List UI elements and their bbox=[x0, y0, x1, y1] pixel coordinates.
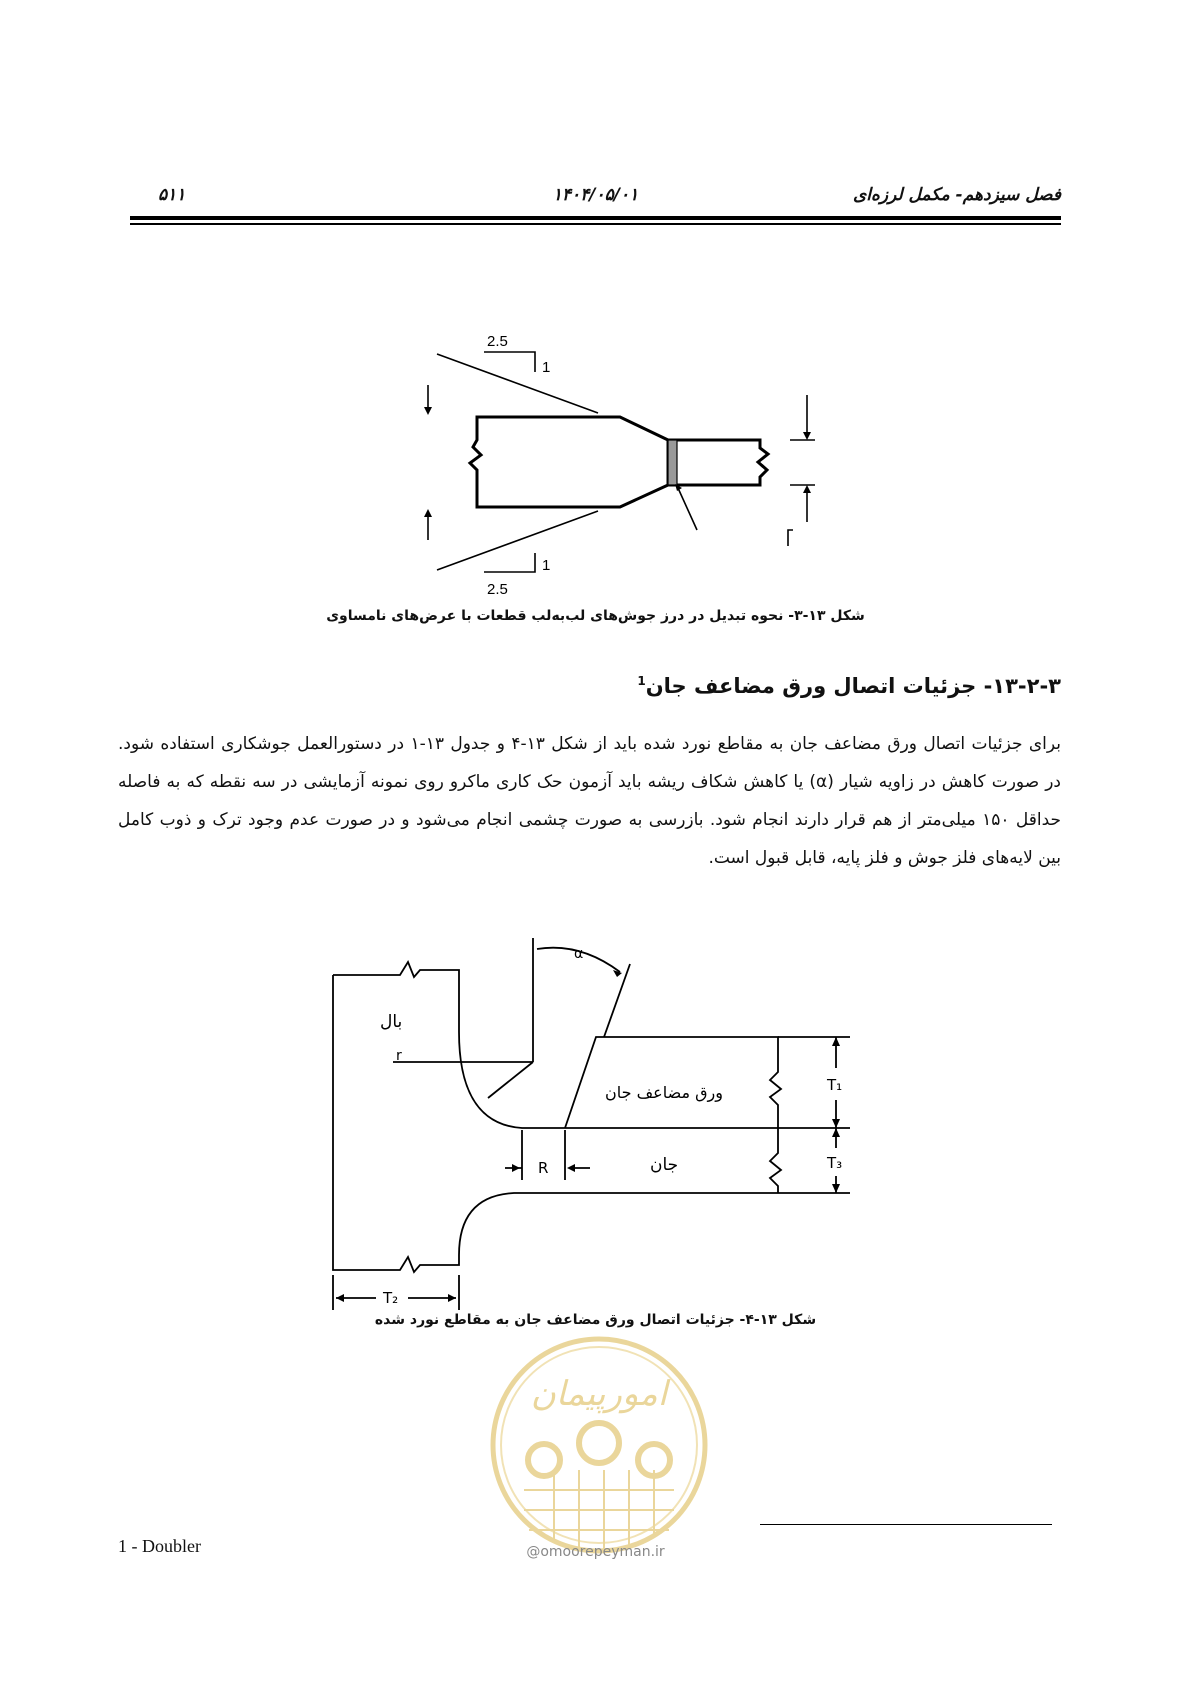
T1-label: T₁ bbox=[827, 1076, 843, 1094]
r-label: r bbox=[396, 1048, 402, 1064]
page-number: ۵۱۱ bbox=[158, 185, 186, 205]
watermark-logo-text: امورپیمان bbox=[530, 1374, 668, 1414]
header-rule-thick bbox=[130, 216, 1061, 220]
chapter-title: فصل سیزدهم- مکمل لرزه‌ای bbox=[852, 185, 1061, 205]
section-heading-text: ۱۳-۲-۳- جزئیات اتصال ورق مضاعف جان bbox=[645, 674, 1061, 698]
watermark-url: @omoorepeyman.ir bbox=[526, 1544, 665, 1560]
slope-run-top: 2.5 bbox=[487, 333, 508, 350]
T2-label: T₂ bbox=[383, 1289, 399, 1307]
section-heading bbox=[637, 674, 1061, 698]
footnote-rule bbox=[760, 1524, 1052, 1525]
footnote-mark: 1 bbox=[637, 674, 646, 688]
watermark-logo bbox=[484, 1325, 714, 1575]
flange-label: بال bbox=[380, 1012, 403, 1032]
alpha-label: α bbox=[574, 946, 584, 962]
slope-run-bottom: 2.5 bbox=[487, 581, 508, 598]
footnote: 1 - Doubler bbox=[118, 1536, 201, 1556]
figure-2-diagram bbox=[320, 925, 850, 1310]
slope-rise-bottom: 1 bbox=[542, 557, 551, 574]
doubler-label: ورق مضاعف جان bbox=[605, 1083, 723, 1102]
web-label: جان bbox=[650, 1155, 679, 1175]
R-label: R bbox=[538, 1159, 549, 1177]
figure-1-diagram bbox=[400, 320, 800, 610]
T3-label: T₃ bbox=[827, 1154, 843, 1172]
header-date: ۱۴۰۴/۰۵/۰۱ bbox=[552, 185, 639, 205]
slope-rise-top: 1 bbox=[542, 359, 551, 376]
header-rule-thin bbox=[130, 223, 1061, 225]
figure-1-caption: شکل ۱۳-۳- نحوه تبدیل در درز جوش‌های لب‌به‌لب قطعات با عرض‌های نامساوی bbox=[326, 608, 865, 624]
figure-2-caption: شکل ۱۳-۴- جزئیات اتصال ورق مضاعف جان به مقاطع نورد شده bbox=[374, 1312, 817, 1328]
body-paragraph: برای جزئیات اتصال ورق مضاعف جان به مقاطع نورد شده باید از شکل ۱۳-۴ و جدول ۱۳-۱ در دستورالعمل جوشکاری استفاده شود. در صورت کاهش در زاویه شیار (α) یا کاهش شکاف ریشه باید آزمون حک کاری ماکرو روی نمونه آزمایشی در سه نقطه که به فاصله حداقل ۱۵۰ میلی‌متر از هم قرار دارند انجام شود. بازرسی به صورت چشمی انجام می‌شود و در صورت عدم وجود ترک و ذوب کامل بین لایه‌های فلز جوش و فلز پایه، قابل قبول است. bbox=[118, 734, 1062, 868]
